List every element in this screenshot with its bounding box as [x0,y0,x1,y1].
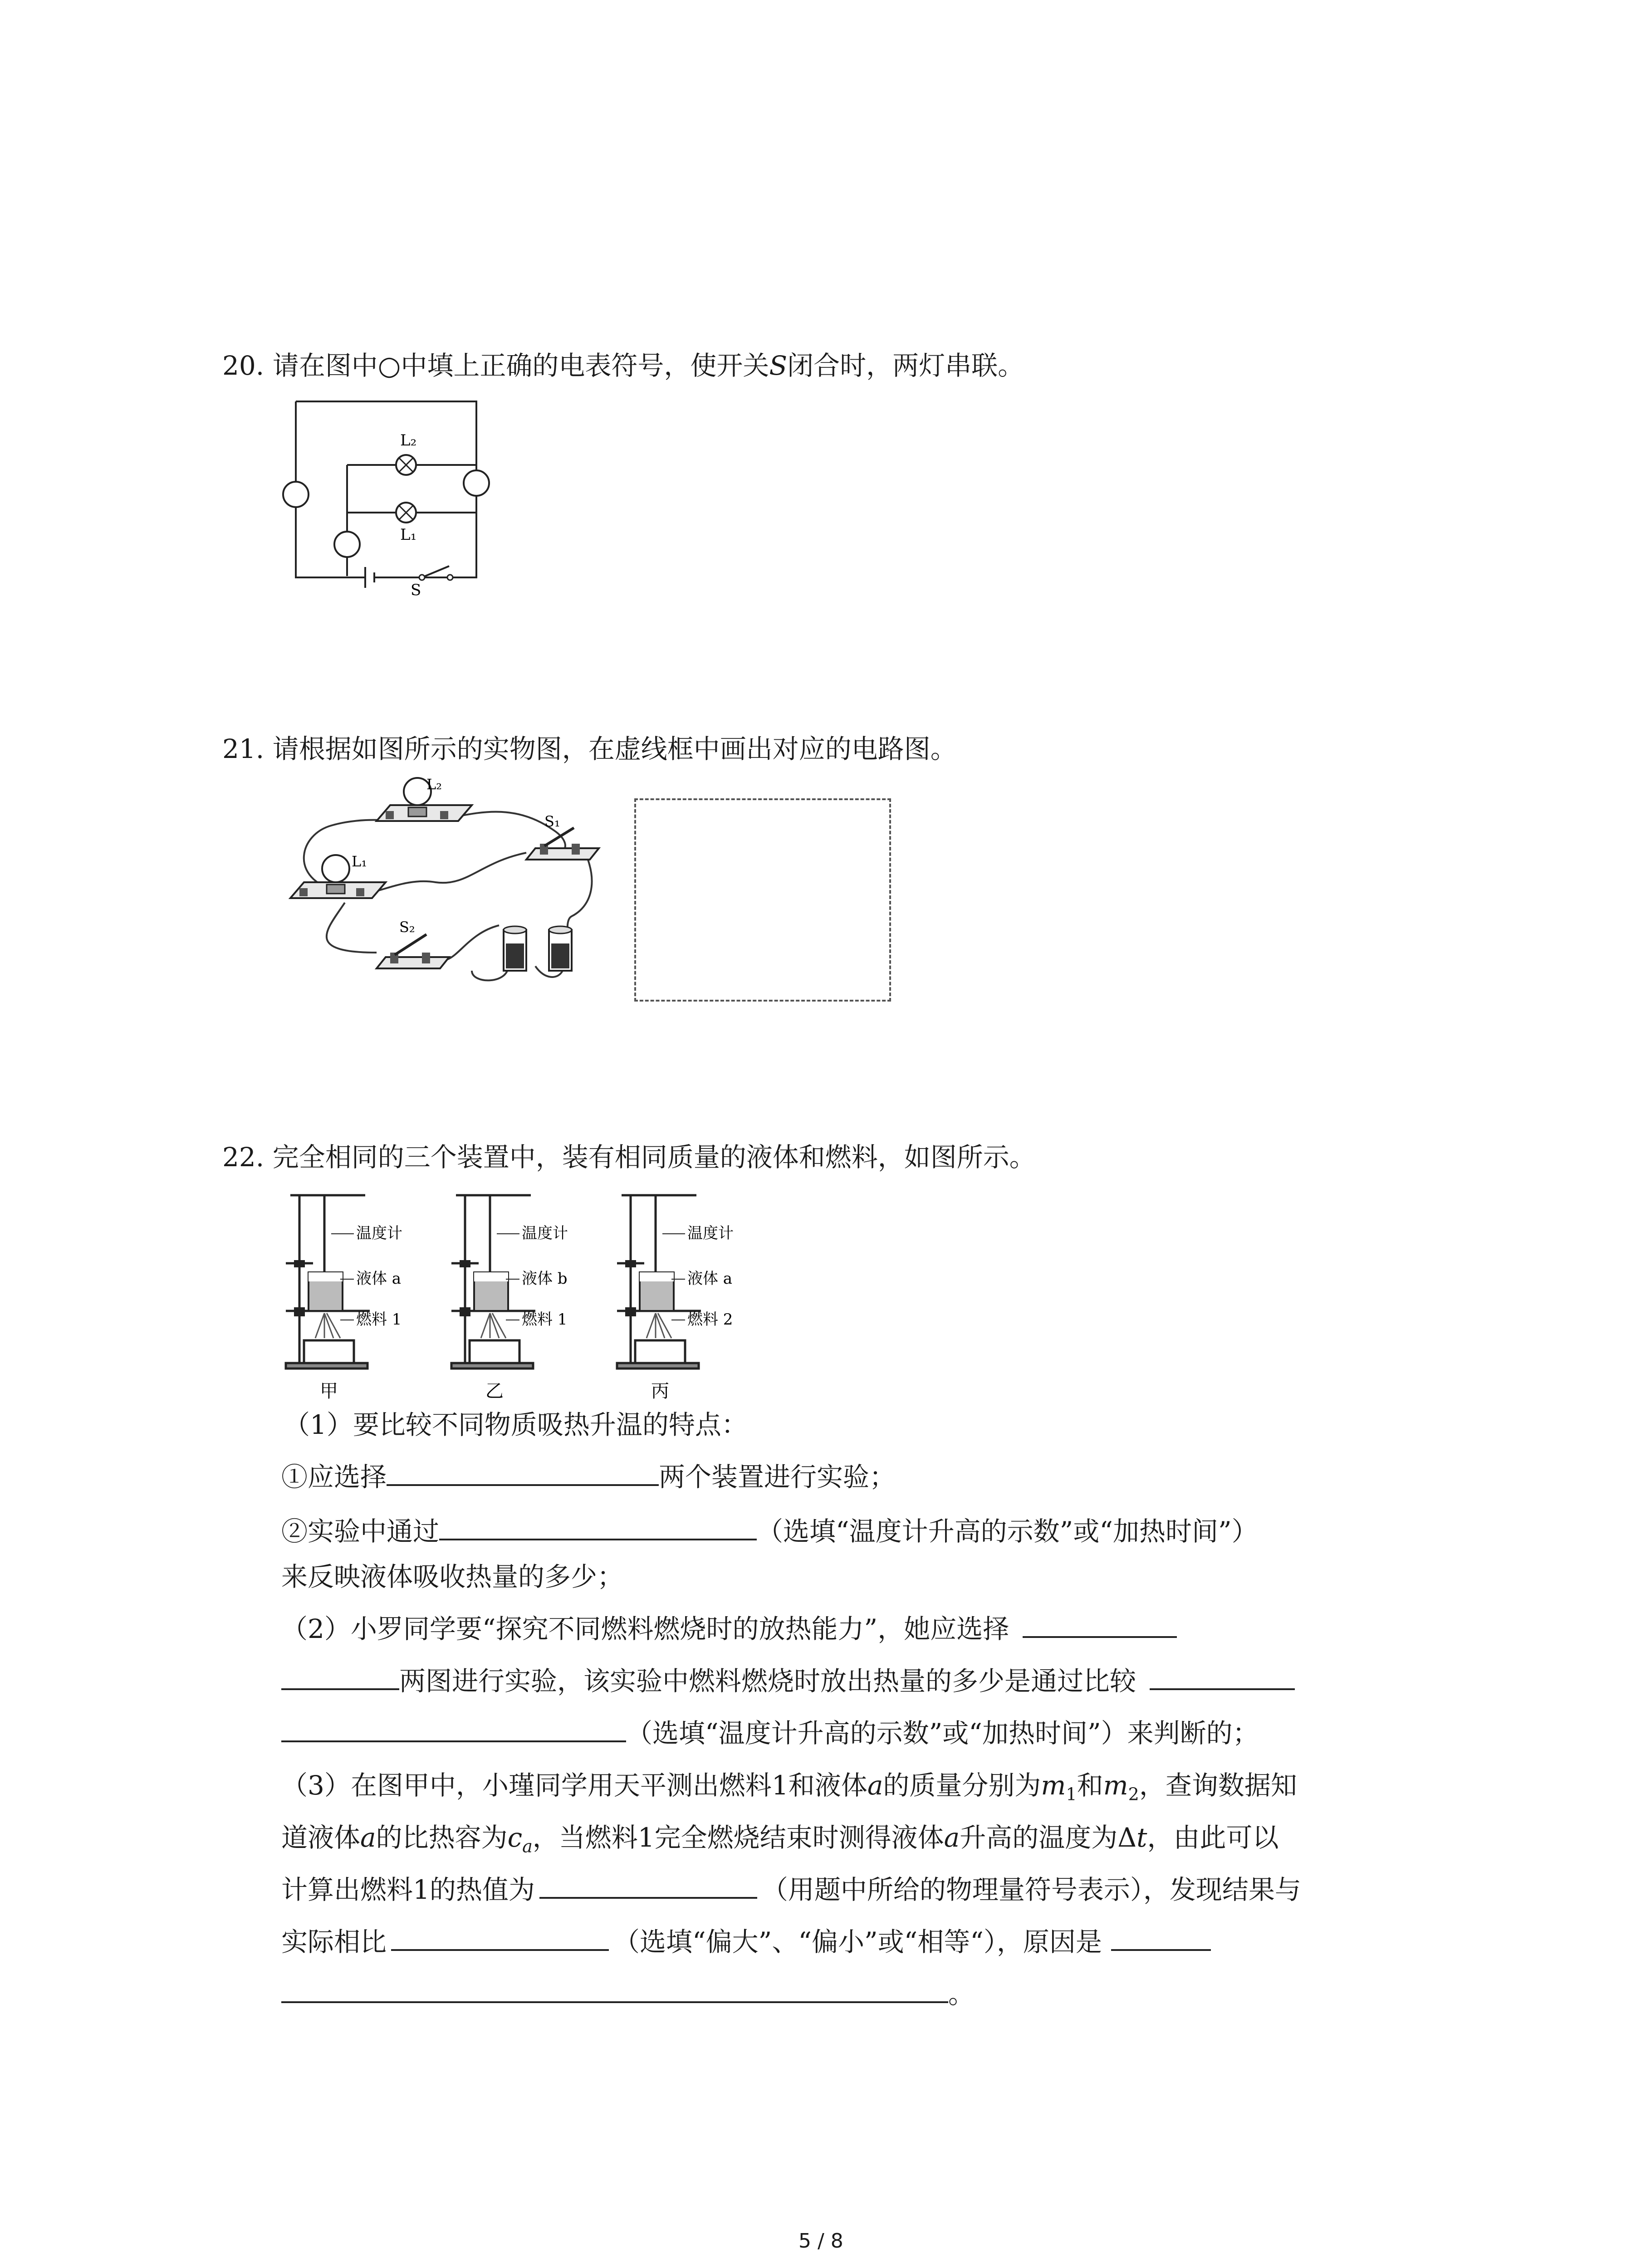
part3-text: 。 [948,1979,975,2009]
part3-text: ，查询数据知 [1139,1770,1297,1801]
var-a: a [867,1770,883,1801]
q20-text-b: 中填上正确的电表符号，使开关 [401,350,769,381]
q20-text-a: 请在图中 [272,350,378,381]
var-a: a [360,1822,376,1853]
fuel-label: 燃料 1 [356,1310,402,1329]
label-l2: L₂ [426,776,442,793]
liquid-label: 液体 b [522,1270,568,1288]
answer-dashed-box[interactable] [634,798,891,1002]
q20-stem [222,349,1024,382]
q22-text: 完全相同的三个装置中，装有相同质量的液体和燃料，如图所示。 [272,1142,1036,1173]
lamp-l2-icon [396,455,416,475]
part3-text: （用题中所给的物理量符号表示），发现结果与 [761,1874,1301,1905]
answer-blank-5[interactable] [539,1874,757,1899]
lamp-l1-icon [396,503,416,523]
liquid-label: 液体 a [687,1270,733,1288]
page-number: 5 / 8 [798,2229,843,2253]
part3-text: 和 [1077,1770,1103,1801]
answer-blank-6[interactable] [391,1926,609,1951]
sub-1: 1 [1066,1784,1077,1804]
q22-part3-line2 [281,1821,1279,1863]
label-s: S [411,581,421,599]
sub-2: 2 [1128,1784,1139,1804]
q22-stem [222,1141,1036,1173]
fuel-label: 燃料 2 [687,1310,733,1329]
switch-s2-icon [377,934,449,968]
switch-s1-icon [526,828,599,860]
part3-text: 实际相比 [281,1926,387,1957]
part3-text: 道液体 [281,1822,361,1853]
label-s2: S₂ [399,919,415,936]
q20-circle-glyph: ○ [377,350,401,381]
q21-number: 21. [222,733,265,764]
label-l1: L₁ [400,526,417,544]
answer-blank-3-cont[interactable] [281,1666,399,1690]
var-a: a [944,1822,960,1853]
lamp-l2-icon [377,778,472,821]
part3-text: （3）在图甲中，小瑾同学用天平测出燃料1和液体 [281,1770,867,1801]
answer-blank-4-cont[interactable] [281,1718,626,1742]
apparatus-jia [286,1195,402,1402]
caption: 甲 [320,1381,338,1402]
q20-text-c: 闭合时，两灯串联。 [787,350,1024,381]
q22-part2-line1 [281,1613,1177,1645]
part3-text: （选填“偏大”、“偏小”或“相等“），原因是 [613,1926,1102,1957]
q22-part1-b [281,1515,1258,1548]
thermo-label: 温度计 [687,1224,734,1242]
q22-part2-line2 [281,1665,1295,1697]
part1-b-pre: ②实验中通过 [281,1516,440,1547]
var-t: t [1136,1822,1147,1853]
var-m1: m [1041,1770,1066,1801]
fuel-label: 燃料 1 [522,1310,568,1329]
var-c: c [507,1822,523,1853]
q20-switch-var: S [769,350,788,381]
q21-text: 请根据如图所示的实物图，在虚线框中画出对应的电路图。 [272,733,957,764]
apparatus-bing [617,1195,734,1402]
q21-physical-circuit [272,771,617,998]
part2-pre: （2）小罗同学要“探究不同燃料燃烧时的放热能力”，她应选择 [281,1613,1009,1644]
q22-part1-title: （1）要比较不同物质吸热升温的特点： [284,1409,748,1440]
caption: 丙 [651,1381,669,1402]
liquid-label: 液体 a [356,1270,402,1288]
part1-a-post: 两个装置进行实验； [659,1461,896,1492]
battery-icon [504,926,572,971]
label-l1: L₁ [352,853,367,870]
part1-a-pre: ①应选择 [281,1461,387,1492]
label-s1: S₁ [544,813,560,830]
apparatus-yi [451,1195,568,1402]
q22-number: 22. [222,1142,265,1173]
q21-stem [222,733,957,765]
part3-text: ，当燃料1完全燃烧结束时测得液体 [532,1822,944,1853]
q22-apparatus-figure [281,1188,780,1406]
part1-b-post: （选填“温度计升高的示数”或“加热时间”） [757,1516,1258,1547]
label-l2: L₂ [400,431,417,450]
part3-text: 的质量分别为 [883,1770,1041,1801]
answer-blank-4[interactable] [1150,1666,1295,1690]
part2-line3: （选填“温度计升高的示数”或“加热时间”）来判断的； [626,1718,1259,1749]
q22-part3-line1 [281,1769,1297,1811]
answer-blank-7-cont[interactable] [281,1979,948,2003]
caption: 乙 [485,1381,504,1402]
q20-circuit-diagram [272,395,499,599]
part3-text: ，由此可以 [1147,1822,1279,1853]
q22-part3-line5 [281,1978,975,2010]
part2-line2: 两图进行实验，该实验中燃料燃烧时放出热量的多少是通过比较 [399,1666,1136,1696]
part3-text: 升高的温度为 [960,1822,1118,1853]
answer-blank-7[interactable] [1111,1926,1211,1951]
answer-blank-1[interactable] [387,1461,659,1486]
sub-a: a [522,1836,533,1857]
meter-circle-right[interactable] [464,470,489,496]
var-m2: m [1103,1770,1128,1801]
q22-part2-line3 [281,1717,1259,1750]
thermo-label: 温度计 [356,1224,402,1242]
part3-text: 计算出燃料1的热值为 [281,1874,535,1905]
answer-blank-3[interactable] [1023,1613,1177,1638]
q20-number: 20. [222,350,265,381]
thermo-label: 温度计 [522,1224,568,1242]
q22-part1-b-line2: 来反映液体吸收热量的多少； [281,1561,624,1592]
part3-text: 的比热容为 [376,1822,508,1853]
meter-circle-middle[interactable] [334,532,360,557]
delta-symbol: Δ [1117,1822,1137,1853]
meter-circle-left[interactable] [283,482,309,507]
q22-part1-a [281,1461,896,1493]
answer-blank-2[interactable] [439,1516,757,1540]
q22-part3-line3 [281,1873,1301,1906]
q22-part3-line4 [281,1926,1211,1958]
